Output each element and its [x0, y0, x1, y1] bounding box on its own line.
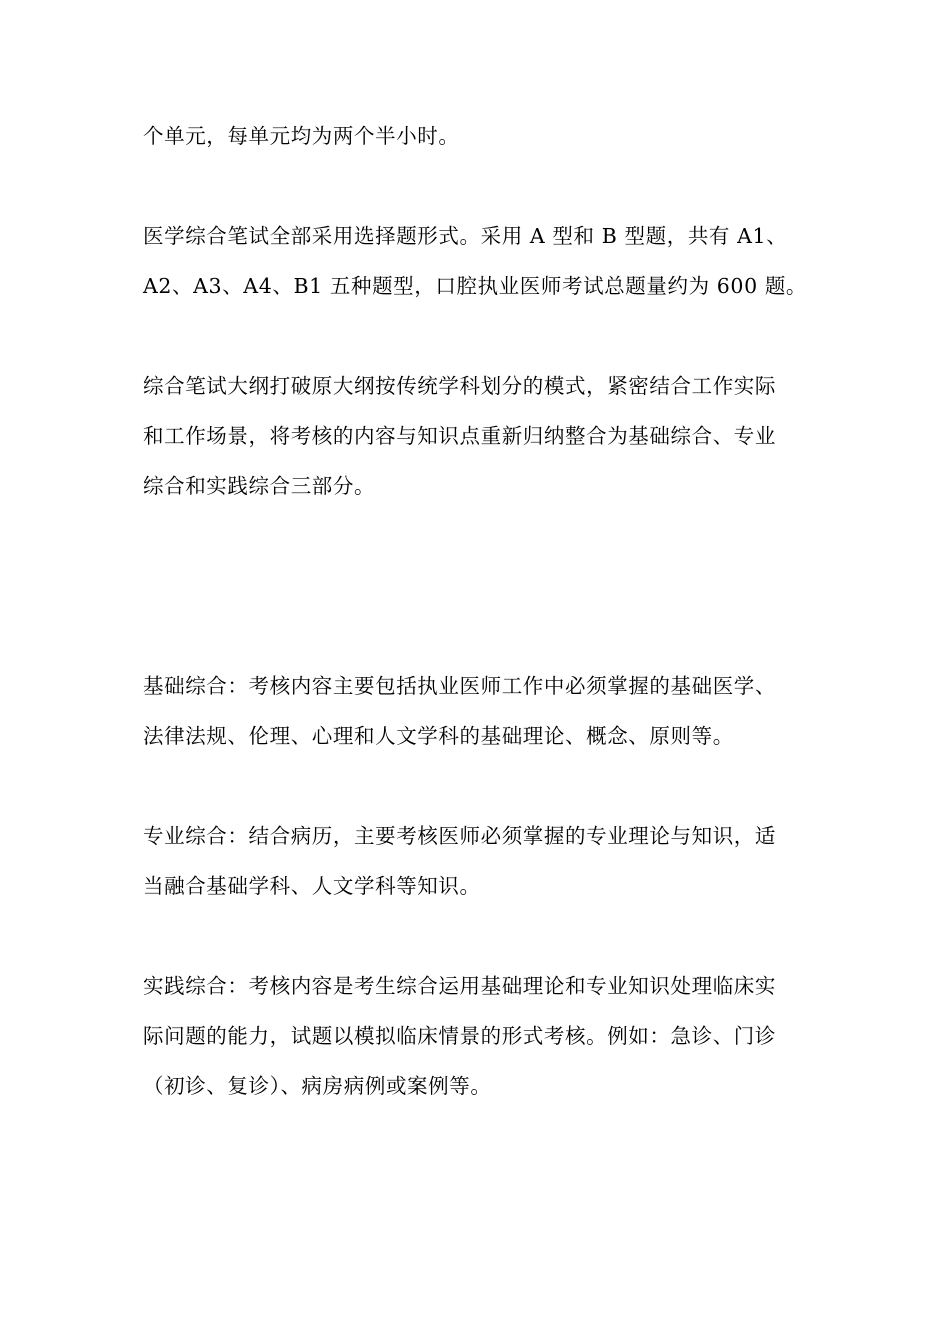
- paragraph-line: 医学综合笔试全部采用选择题形式。采用 A 型和 B 型题，共有 A1、: [143, 224, 788, 248]
- paragraph-line: 综合笔试大纲打破原大纲按传统学科划分的模式，紧密结合工作实际: [143, 374, 776, 398]
- paragraph-line: A2、A3、A4、B1 五种题型，口腔执业医师考试总题量约为 600 题。: [143, 274, 808, 298]
- paragraph-line: 基础综合：考核内容主要包括执业医师工作中必须掌握的基础医学、: [143, 674, 776, 698]
- paragraph-line: 专业综合：结合病历，主要考核医师必须掌握的专业理论与知识，适: [143, 824, 776, 848]
- paragraph-line: 际问题的能力，试题以模拟临床情景的形式考核。例如：急诊、门诊: [143, 1024, 776, 1048]
- paragraph-line: 实践综合：考核内容是考生综合运用基础理论和专业知识处理临床实: [143, 974, 776, 998]
- paragraph-line: 个单元，每单元均为两个半小时。: [143, 124, 460, 148]
- paragraph-line: （初诊、复诊）、病房病例或案例等。: [143, 1074, 492, 1098]
- paragraph-line: 和工作场景，将考核的内容与知识点重新归纳整合为基础综合、专业: [143, 424, 776, 448]
- paragraph-line: 当融合基础学科、人文学科等知识。: [143, 874, 481, 898]
- paragraph-line: 综合和实践综合三部分。: [143, 474, 376, 498]
- paragraph-line: 法律法规、伦理、心理和人文学科的基础理论、概念、原则等。: [143, 724, 734, 748]
